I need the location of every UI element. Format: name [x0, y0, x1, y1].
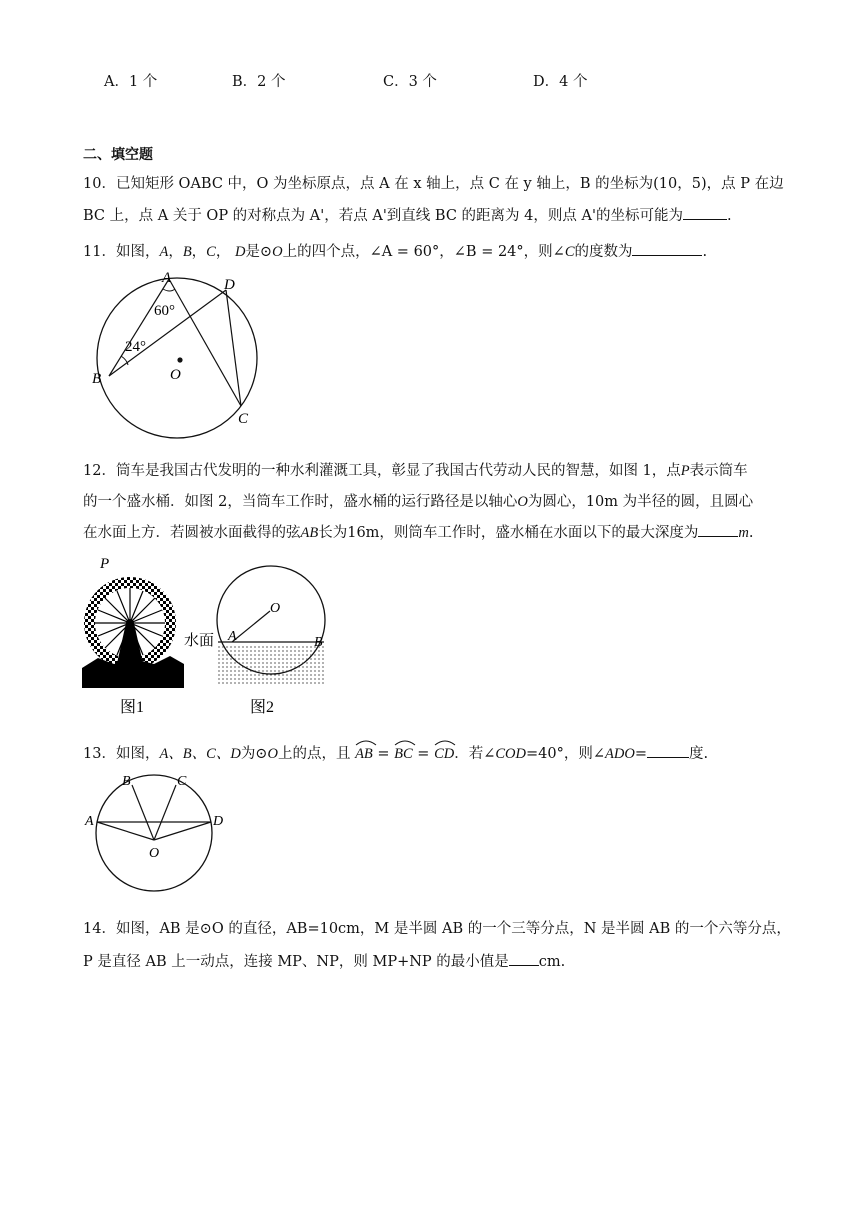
q13-points: A、B、C、D: [159, 746, 241, 762]
q12-label-water: 水面: [184, 633, 215, 649]
q13-arc-cd: [434, 740, 454, 763]
q12-unit: m: [738, 525, 749, 541]
q12-answer-blank: [698, 522, 738, 537]
q13-arc-cd-mark: [434, 738, 456, 746]
q14-line1: 14．如图，AB 是⊙O 的直径，AB=10cm，M 是半圆 AB 的一个三等分点，N 是半圆 AB 的一个六等分点，: [83, 921, 791, 937]
q13-label-o: O: [149, 846, 160, 861]
q11-angle-b: ∠B = 24°: [453, 244, 524, 260]
q12-radius-oa: [232, 611, 270, 642]
q12-circle: [217, 566, 325, 674]
q14-answer-blank: [509, 951, 539, 966]
q13-arc-ab-label: AB: [355, 746, 373, 762]
q12-label-o: O: [270, 601, 281, 616]
q12-caption2: 图2: [250, 699, 275, 716]
q12-line2: [83, 490, 753, 511]
q10-line1: 10．已知矩形 OABC 中，O 为坐标原点，点 A 在 x 轴上，点 C 在 y 轴上，B 的坐标为(10，5)，点 P 在边: [83, 176, 784, 192]
q14-line2: [83, 950, 565, 971]
q13-eq1: =: [377, 746, 390, 762]
q13-mid3: ．若∠: [454, 746, 496, 762]
q13-var-o: O: [267, 746, 278, 762]
q13-segment-bo: [132, 785, 154, 840]
q11-angle-b-arc: [121, 356, 128, 365]
q13-suffix: 度.: [688, 746, 709, 762]
q11-answer-blank: [632, 241, 702, 256]
q11-var-c2: C: [564, 244, 575, 260]
q13-circle-figure: [82, 770, 232, 905]
q11-mid1: 是⊙: [245, 244, 273, 260]
q11-end: .: [702, 244, 708, 260]
q13-var-ado: ADO: [605, 746, 635, 762]
q11-angle-a: ∠A = 60°: [369, 244, 440, 260]
option-a: A．1 个: [104, 74, 158, 90]
q11-label-d: D: [224, 277, 235, 293]
section-title: 二、填空题: [83, 147, 153, 163]
q13-circle: [96, 775, 212, 891]
q11-circle-figure: [90, 268, 270, 444]
q11-label-o: O: [170, 367, 181, 383]
q13-arc-ab-mark: [355, 738, 377, 746]
q11-prefix: 11．如图，: [83, 244, 160, 260]
option-b: B．2 个: [232, 74, 286, 90]
option-c: C．3 个: [383, 74, 437, 90]
q14-line2a: P 是直径 AB 上一动点，连接 MP、NP，则 MP+NP 的最小值是: [83, 954, 509, 970]
q13-prefix: 13．如图，: [83, 746, 160, 762]
q13-mid5: =: [634, 746, 647, 762]
q14-line2b: cm.: [538, 954, 566, 970]
q12-caption1: 图1: [120, 699, 145, 716]
q11-suffix: 的度数为: [574, 244, 633, 260]
q12-line2a: 的一个盛水桶．如图 2，当筒车工作时，盛水桶的运行路径是以轴心: [83, 494, 518, 510]
q11-var-d: D: [234, 244, 246, 260]
q13-label-d: D: [213, 814, 224, 829]
q13-mid2: 上的点，且: [277, 746, 351, 762]
q13-mid4: =40°，则∠: [526, 746, 605, 762]
q13-arc-bc-label: BC: [394, 746, 413, 762]
q13-answer-blank: [647, 743, 689, 758]
q12-var-p: P: [680, 463, 690, 479]
q12-line3a: 在水面上方．若圆被水面截得的弦: [83, 525, 301, 541]
q12-line1b: 表示筒车: [689, 463, 748, 479]
option-d: D．4 个: [533, 74, 588, 90]
q13-arc-bc-mark: [394, 738, 416, 746]
q13-segment-ao: [97, 822, 154, 840]
q11-line: 11．如图，A，B，C， D是⊙O上的四个点，∠A = 60°，∠B = 24°，则∠C的度数为 .: [83, 240, 707, 261]
q11-center-dot: [177, 357, 182, 362]
q12-water-hatch: [218, 647, 324, 683]
q11-angle-a-arc: [163, 289, 175, 291]
q11-mid3: ，则∠: [523, 244, 565, 260]
q13-mid1: 为⊙: [240, 746, 268, 762]
q11-angle-a-label: 60°: [154, 303, 175, 319]
q13-label-c: C: [177, 774, 187, 789]
q13-label-b: B: [122, 774, 131, 789]
q11-var-c: C: [206, 244, 216, 260]
q12-end: .: [748, 525, 754, 541]
q13-eq2: =: [417, 746, 430, 762]
q13-arc-bc: [394, 740, 413, 763]
q13-arc-cd-label: CD: [434, 746, 455, 762]
q10-end: .: [726, 208, 732, 224]
q11-angle-b-label: 24°: [125, 339, 146, 355]
q11-mid2: 上的四个点，: [282, 244, 370, 260]
q10-answer-blank: [683, 205, 727, 220]
q12-line1: [83, 459, 748, 480]
q13-segment-co: [154, 785, 176, 840]
q12-circle-figure: [184, 563, 340, 716]
q12-label-b: B: [314, 635, 323, 650]
q11-label-a: A: [162, 270, 172, 286]
q12-line3b: 长为16m，则筒车工作时，盛水桶在水面以下的最大深度为: [318, 525, 699, 541]
q12-line1a: 12．筒车是我国古代发明的一种水利灌溉工具，彰显了我国古代劳动人民的智慧，如图 1，点: [83, 463, 681, 479]
q11-label-c: C: [238, 411, 249, 427]
q10-text: BC 上，点 A 关于 OP 的对称点为 A'，若点 A'到直线 BC 的距离为 4，则点 A'的坐标可能为: [83, 208, 683, 224]
q10-line2: [83, 204, 732, 225]
q11-circle: [97, 278, 257, 438]
q11-var-b: B: [182, 244, 192, 260]
q13-segment-do: [154, 822, 211, 840]
q12-var-o: O: [517, 494, 528, 510]
q12-var-ab: AB: [300, 525, 319, 541]
q12-line2b: 为圆心，10m 为半径的圆，且圆心: [527, 494, 754, 510]
q13-var-cod: COD: [495, 746, 526, 762]
q12-line3: [83, 521, 754, 542]
q12-label-a: A: [228, 629, 237, 644]
q12-waterwheel-figure: [82, 556, 186, 716]
q11-var-a: A: [159, 244, 169, 260]
q12-label-p: P: [100, 556, 110, 572]
q13-arc-ab: [355, 740, 373, 763]
q13-line: [83, 740, 708, 763]
q11-label-b: B: [92, 371, 102, 387]
q11-chord-ab: [109, 279, 169, 376]
q11-var-o: O: [272, 244, 283, 260]
q13-label-a: A: [85, 814, 94, 829]
